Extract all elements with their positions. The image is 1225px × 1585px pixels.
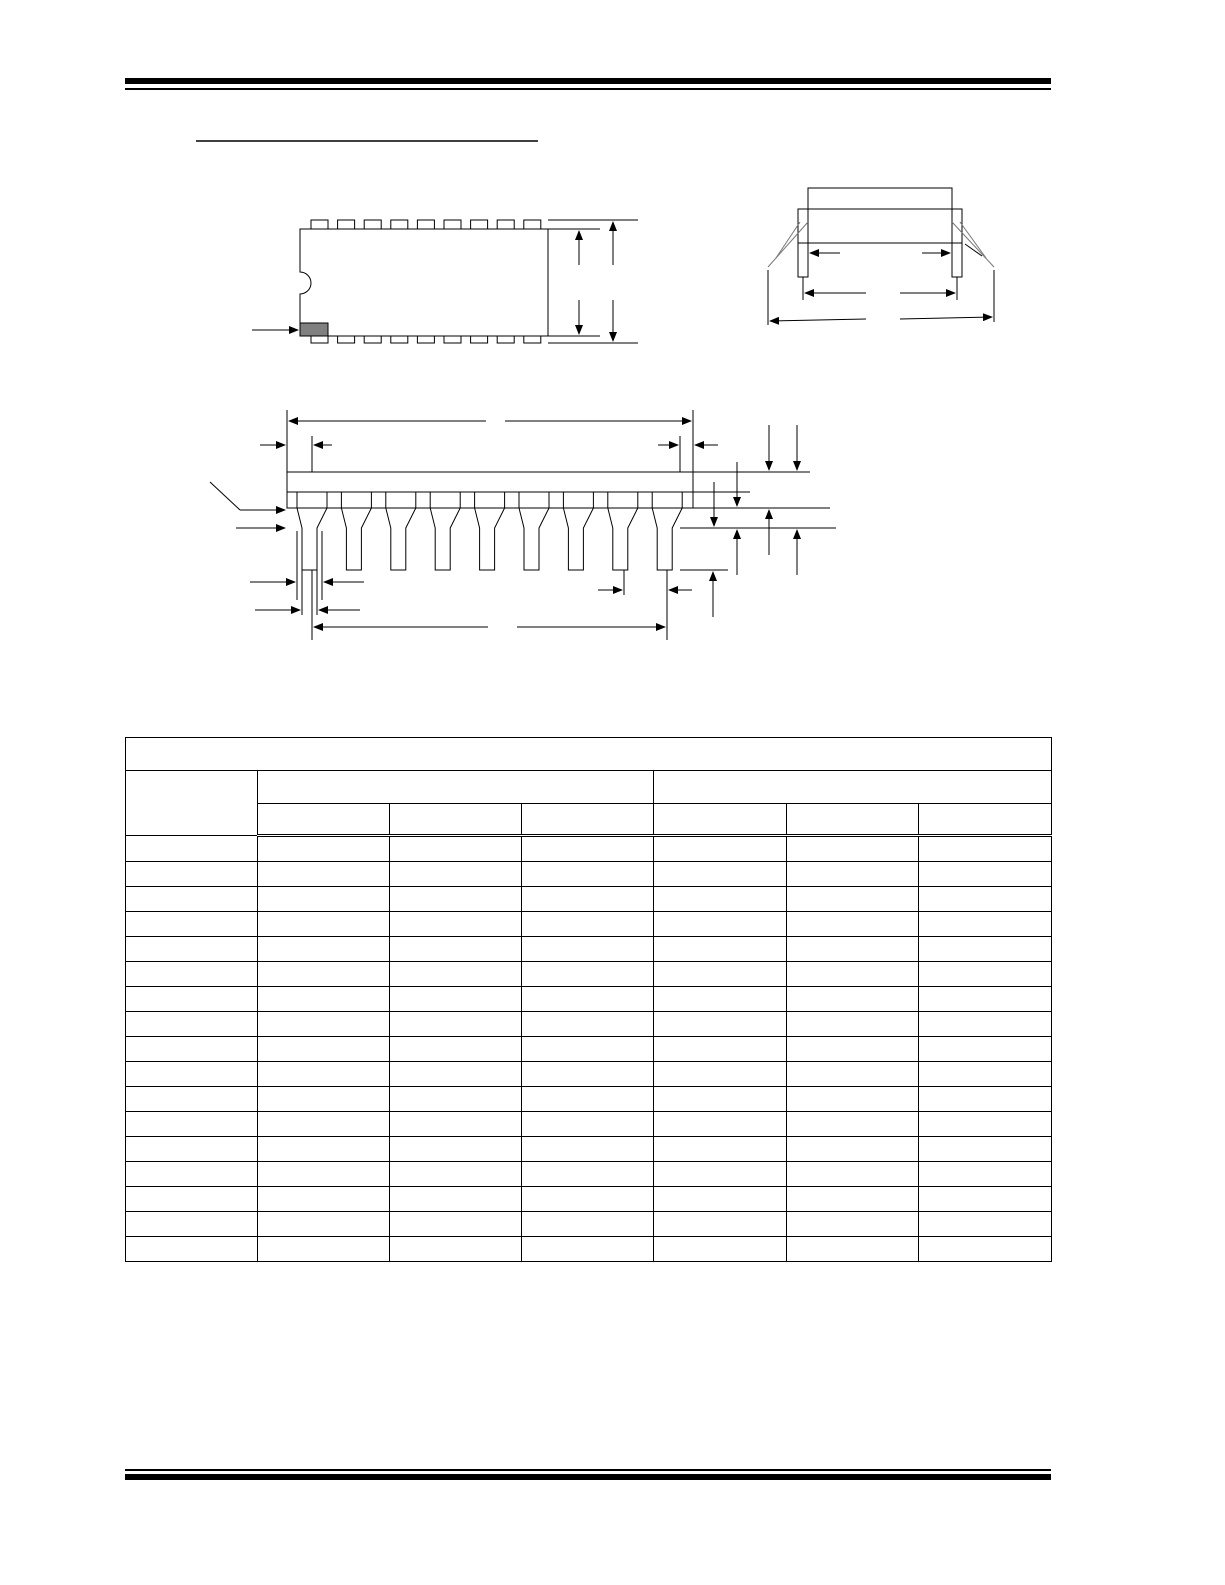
table-cell [787, 1237, 919, 1262]
bottom-pin [338, 336, 355, 343]
table-cell [258, 887, 390, 912]
table-title-row [126, 738, 1052, 771]
table-cell [126, 962, 258, 987]
table-cell [787, 836, 919, 862]
table-cell [787, 987, 919, 1012]
footer-rule-thin [125, 1469, 1051, 1471]
table-cell [390, 1062, 522, 1087]
table-cell [258, 1237, 390, 1262]
table-cell [258, 1137, 390, 1162]
table-cell [787, 1112, 919, 1137]
table-cell [390, 1112, 522, 1137]
table-cell [390, 1187, 522, 1212]
table-cell [919, 912, 1052, 937]
table-cell [126, 887, 258, 912]
table-cell [258, 1087, 390, 1112]
table-cell [126, 1212, 258, 1237]
top-pin [311, 220, 328, 229]
package-body-outline [300, 229, 548, 336]
table-cell [258, 937, 390, 962]
table-cell [390, 1162, 522, 1187]
table-row [126, 1137, 1052, 1162]
end-view-left-lead [798, 243, 808, 277]
table-cell [787, 1212, 919, 1237]
end-view-right-lead [952, 243, 962, 277]
table-cell [919, 1162, 1052, 1187]
table-row [126, 1062, 1052, 1087]
table-cell [258, 1112, 390, 1137]
table-cell [258, 1187, 390, 1212]
side-lead [519, 492, 549, 570]
table-cell [522, 1062, 654, 1087]
table-cell [787, 1062, 919, 1087]
table-cell [522, 1237, 654, 1262]
table-cell [654, 1187, 787, 1212]
table-cell [654, 1212, 787, 1237]
top-pin [417, 220, 434, 229]
table-cell [126, 937, 258, 962]
table-row [126, 1012, 1052, 1037]
end-view [768, 188, 994, 325]
table-cell [654, 987, 787, 1012]
table-cell [522, 1037, 654, 1062]
table-row [126, 887, 1052, 912]
table-cell [787, 1162, 919, 1187]
table-cell [919, 962, 1052, 987]
side-view-standoff [287, 492, 693, 508]
table-cell [522, 887, 654, 912]
table-cell [787, 1012, 919, 1037]
table-cell [919, 1062, 1052, 1087]
side-view-body [287, 472, 693, 492]
table-cell [787, 962, 919, 987]
bottom-pin [417, 336, 434, 343]
top-pin [391, 220, 408, 229]
bottom-pin [524, 336, 541, 343]
table-cell [654, 1087, 787, 1112]
table-cell [654, 836, 787, 862]
table-cell [258, 1012, 390, 1037]
end-view-top-body [808, 188, 952, 209]
table-cell [258, 962, 390, 987]
pin1-index-mark [300, 323, 328, 336]
table-cell [126, 1112, 258, 1137]
table-cell [390, 987, 522, 1012]
table-cell [522, 937, 654, 962]
package-drawing [0, 0, 1225, 700]
bottom-pins [311, 336, 541, 343]
top-pin [444, 220, 461, 229]
table-cell [390, 937, 522, 962]
table-cell [654, 1012, 787, 1037]
table-cell [390, 1137, 522, 1162]
table-title [126, 738, 1052, 771]
table-row [126, 987, 1052, 1012]
table-cell [126, 912, 258, 937]
side-lead [386, 492, 416, 570]
table-cell [919, 937, 1052, 962]
table-cell [919, 1237, 1052, 1262]
header-max-mm [919, 804, 1052, 836]
bottom-pin [471, 336, 488, 343]
table-cell [390, 1237, 522, 1262]
side-leads [297, 492, 682, 570]
dim-eb-arrow-right [900, 317, 992, 319]
bottom-pin [497, 336, 514, 343]
top-pin [497, 220, 514, 229]
table-cell [126, 1137, 258, 1162]
table-cell [258, 1162, 390, 1187]
table-cell [390, 1012, 522, 1037]
table-cell [126, 1087, 258, 1112]
top-pin [471, 220, 488, 229]
header-min [258, 804, 390, 836]
table-cell [654, 1162, 787, 1187]
table-cell [919, 1012, 1052, 1037]
top-pin [338, 220, 355, 229]
table-header-row-1 [126, 771, 1052, 804]
table-cell [654, 912, 787, 937]
table-cell [390, 836, 522, 862]
table-cell [390, 1212, 522, 1237]
header-nom [390, 804, 522, 836]
table-row [126, 1162, 1052, 1187]
table-cell [787, 912, 919, 937]
bottom-pin [311, 336, 328, 343]
top-pin [364, 220, 381, 229]
table-cell [258, 1037, 390, 1062]
table-cell [654, 1237, 787, 1262]
table-row [126, 1237, 1052, 1262]
table-cell [522, 862, 654, 887]
header-nom-mm [787, 804, 919, 836]
table-cell [258, 1062, 390, 1087]
table-cell [522, 962, 654, 987]
table-cell [654, 1137, 787, 1162]
table-cell [787, 937, 919, 962]
table-cell [390, 862, 522, 887]
table-row [126, 912, 1052, 937]
table-cell [654, 937, 787, 962]
top-pin [524, 220, 541, 229]
table-cell [258, 862, 390, 887]
bottom-pin [391, 336, 408, 343]
table-cell [390, 1087, 522, 1112]
table-cell [126, 1037, 258, 1062]
table-cell [126, 1162, 258, 1187]
top-pins [311, 220, 541, 229]
table-cell [919, 1137, 1052, 1162]
inches-group-header [258, 771, 654, 804]
table-cell [787, 1037, 919, 1062]
side-view [210, 410, 836, 640]
side-lead [608, 492, 638, 570]
table-cell [522, 912, 654, 937]
table-cell [522, 1187, 654, 1212]
table-row [126, 1187, 1052, 1212]
table-cell [919, 1212, 1052, 1237]
table-cell [919, 887, 1052, 912]
table-cell [390, 1037, 522, 1062]
table-cell [258, 836, 390, 862]
table-cell [787, 1087, 919, 1112]
side-lead [563, 492, 593, 570]
table-row [126, 962, 1052, 987]
header-max [522, 804, 654, 836]
millimeters-group-header [654, 771, 1052, 804]
dimension-table [125, 737, 1052, 1262]
table-cell [522, 1137, 654, 1162]
footer-rule-thick [125, 1474, 1051, 1480]
table-row [126, 862, 1052, 887]
table-cell [654, 962, 787, 987]
table-cell [654, 887, 787, 912]
table-cell [787, 1137, 919, 1162]
table-cell [919, 1187, 1052, 1212]
table-cell [919, 862, 1052, 887]
table-cell [787, 862, 919, 887]
side-lead [652, 492, 682, 570]
table-row [126, 937, 1052, 962]
table-cell [522, 836, 654, 862]
bottom-pin [444, 336, 461, 343]
table-cell [258, 1212, 390, 1237]
table-cell [787, 887, 919, 912]
bottom-pin [364, 336, 381, 343]
units-label-cell [126, 771, 258, 836]
table-cell [258, 912, 390, 937]
side-lead [475, 492, 505, 570]
table-row [126, 1212, 1052, 1237]
table-cell [126, 836, 258, 862]
table-cell [522, 987, 654, 1012]
table-cell [654, 1112, 787, 1137]
table-row [126, 1037, 1052, 1062]
table-cell [787, 1187, 919, 1212]
table-cell [522, 1087, 654, 1112]
table-cell [919, 1037, 1052, 1062]
dim-eb-arrow-left [770, 319, 866, 321]
table-cell [522, 1162, 654, 1187]
table-cell [919, 987, 1052, 1012]
table-cell [919, 1112, 1052, 1137]
table-cell [126, 1062, 258, 1087]
table-cell [126, 1237, 258, 1262]
table-cell [522, 1212, 654, 1237]
table-cell [390, 887, 522, 912]
table-row [126, 1087, 1052, 1112]
table-cell [654, 1037, 787, 1062]
table-cell [126, 862, 258, 887]
side-lead [430, 492, 460, 570]
table-cell [654, 862, 787, 887]
table-cell [126, 987, 258, 1012]
end-view-body [798, 209, 962, 243]
table-cell [522, 1012, 654, 1037]
header-min-mm [654, 804, 787, 836]
table-cell [126, 1187, 258, 1212]
table-cell [390, 912, 522, 937]
table-cell [126, 1012, 258, 1037]
table-cell [919, 836, 1052, 862]
table-cell [654, 1062, 787, 1087]
table-cell [258, 987, 390, 1012]
table-cell [919, 1087, 1052, 1112]
top-view [252, 220, 638, 343]
table-cell [390, 962, 522, 987]
table-row [126, 1112, 1052, 1137]
side-lead [341, 492, 371, 570]
table-header-row-2 [126, 804, 1052, 836]
table-row [126, 836, 1052, 862]
table-cell [522, 1112, 654, 1137]
